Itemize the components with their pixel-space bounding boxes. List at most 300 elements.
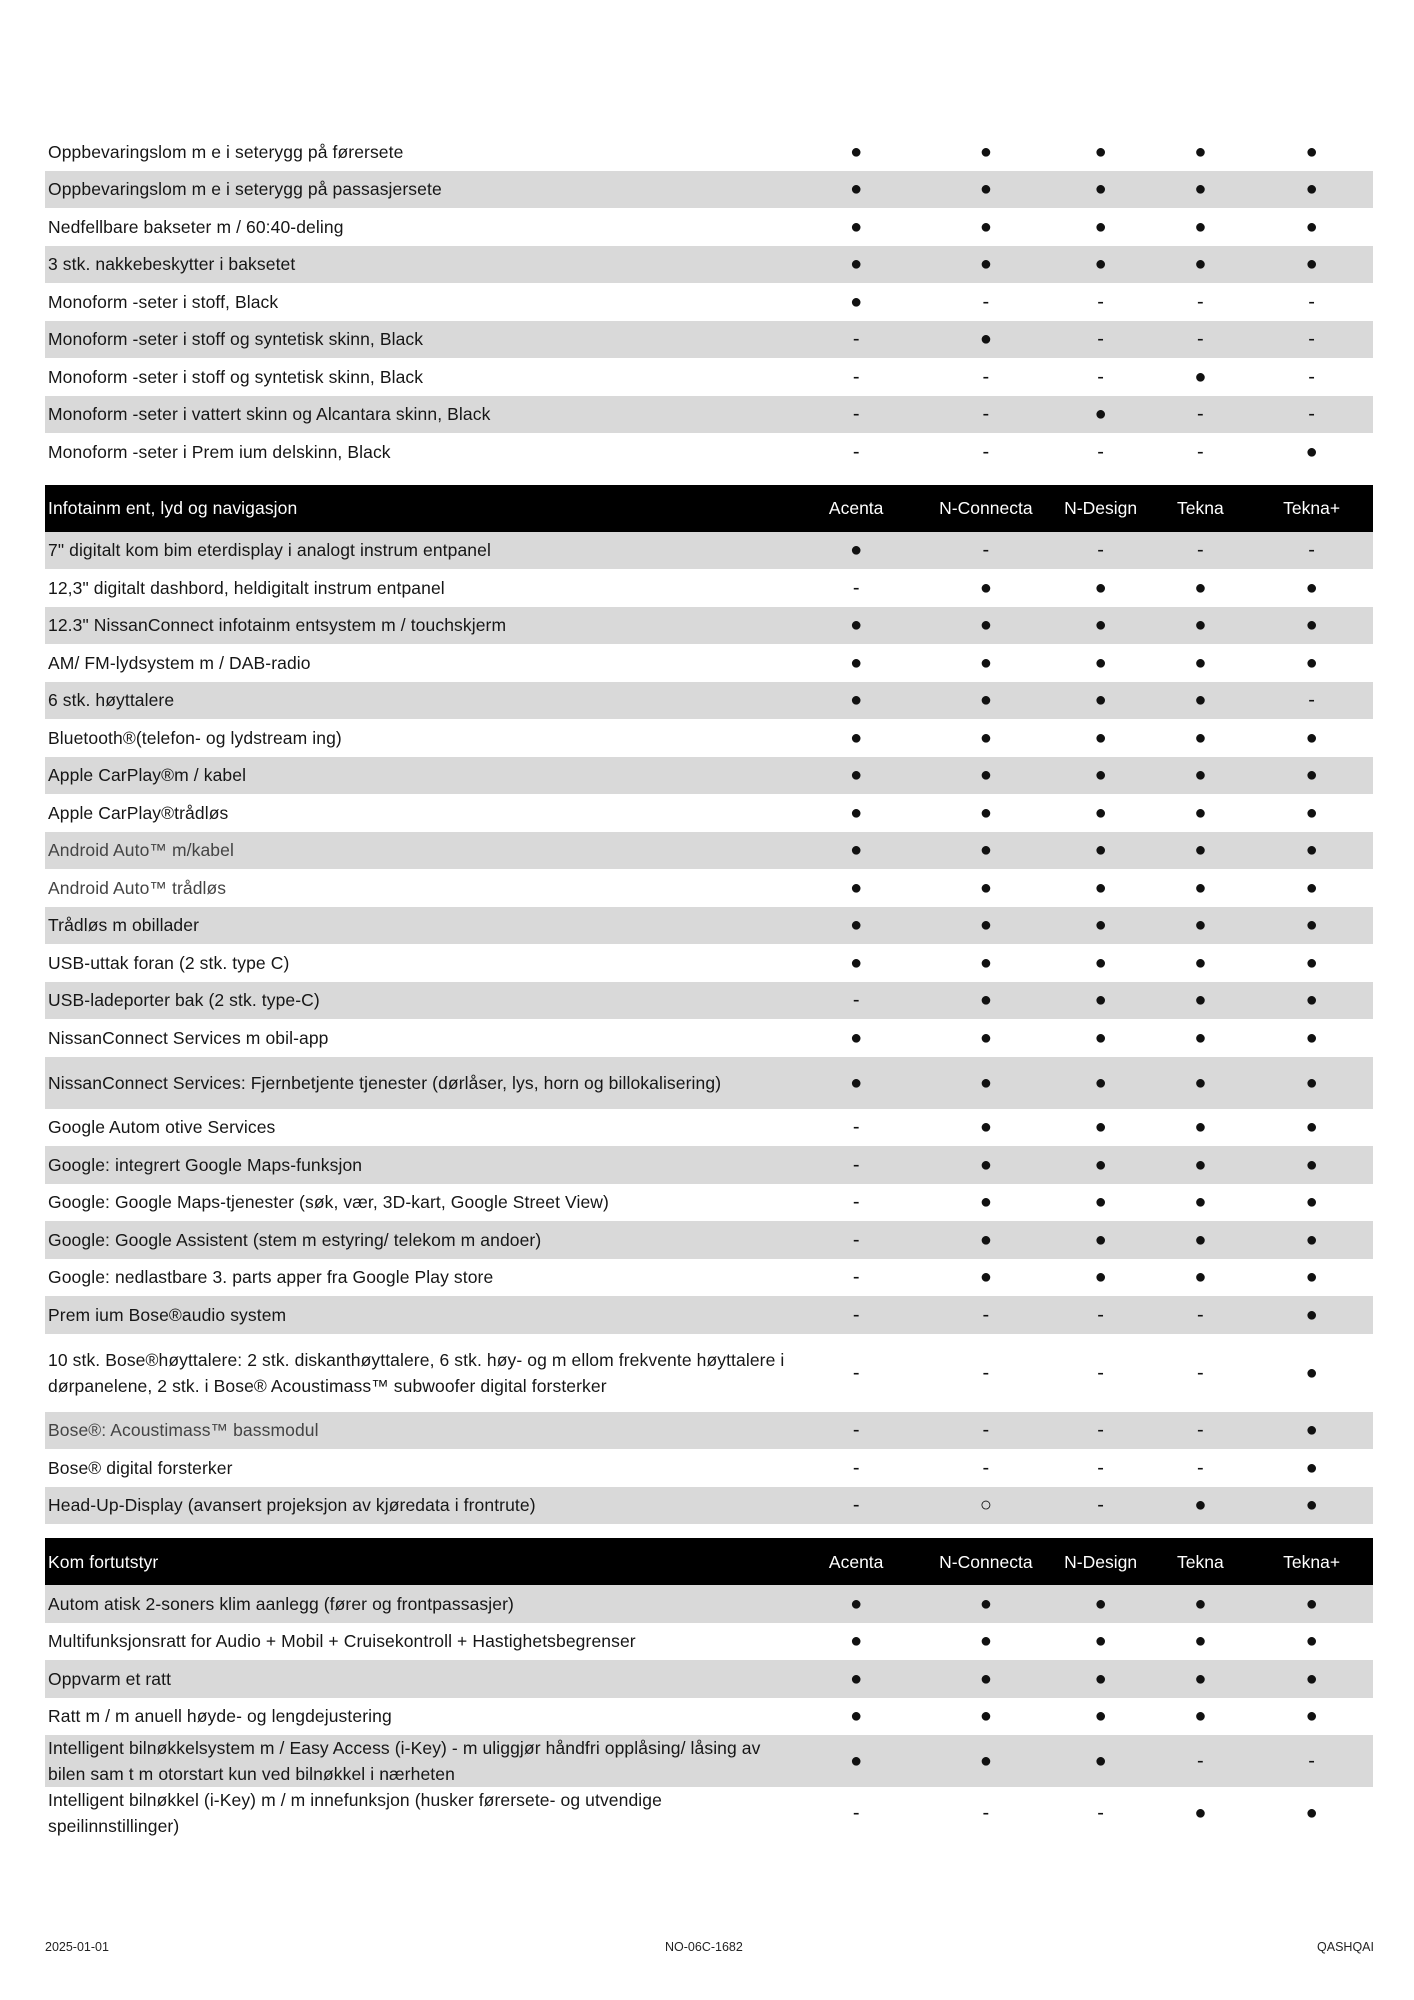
availability-n-design: ●: [1094, 403, 1107, 426]
feature-label: NissanConnect Services m obil-app: [48, 1027, 329, 1048]
availability-n-connecta: ●: [979, 1153, 992, 1176]
availability-tekna: ●: [1194, 614, 1207, 637]
availability-n-design: ●: [1094, 914, 1107, 937]
feature-label: Google: Google Assistent (stem m estyring/ telekom m andoer): [48, 1229, 542, 1250]
availability-n-design: ●: [1094, 1153, 1107, 1176]
availability-n-connecta: ●: [979, 989, 992, 1012]
availability-n-design: -: [1097, 440, 1104, 463]
col-n-connecta: N-Connecta: [939, 498, 1033, 518]
feature-label: Monoform -seter i stoff og syntetisk skinn, Black: [48, 329, 424, 350]
availability-tekna: ●: [1194, 140, 1207, 163]
availability-acenta: -: [852, 576, 860, 599]
col-tekna: Tekna: [1177, 498, 1224, 518]
availability-n-connecta: ●: [979, 1667, 992, 1690]
availability-tekna: ●: [1194, 764, 1207, 787]
availability-n-design: ●: [1094, 689, 1107, 712]
availability-acenta: ●: [850, 178, 863, 201]
availability-n-design: -: [1097, 1361, 1104, 1384]
availability-acenta: ●: [850, 1705, 863, 1728]
availability-acenta: ●: [850, 876, 863, 899]
availability-acenta: -: [852, 1361, 860, 1384]
availability-n-connecta: ●: [979, 576, 992, 599]
availability-n-connecta: ●: [979, 614, 992, 637]
availability-acenta: ●: [850, 215, 863, 238]
feature-label: Bluetooth®(telefon- og lydstream ing): [48, 727, 342, 748]
availability-n-design: ●: [1094, 1750, 1107, 1772]
availability-n-connecta: ●: [979, 215, 992, 238]
availability-n-design: -: [1097, 290, 1104, 313]
availability-acenta: -: [852, 1153, 860, 1176]
availability-n-design: -: [1097, 539, 1104, 562]
availability-n-design: ●: [1094, 876, 1107, 899]
availability-tekna: ●: [1194, 1026, 1207, 1049]
feature-label: Bose®: Acoustimass™ bassmodul: [48, 1420, 319, 1441]
availability-tekna: ●: [1194, 1592, 1207, 1615]
availability-acenta: -: [852, 1191, 860, 1214]
feature-label: NissanConnect Services: Fjernbetjente tjenester (dørlåser, lys, horn og billokalisering): [48, 1072, 722, 1093]
availability-n-design: ●: [1094, 140, 1107, 163]
availability-tekna: ●: [1194, 365, 1207, 388]
availability-tekna-plus: ●: [1305, 726, 1318, 749]
availability-tekna-plus: -: [1308, 290, 1315, 313]
comfort-section: [45, 1585, 1373, 1839]
feature-label: Trådløs m obillader: [48, 915, 200, 936]
feature-label: USB-uttak foran (2 stk. type C): [48, 952, 290, 973]
feature-label: Apple CarPlay®trådløs: [48, 802, 229, 823]
availability-n-connecta: ●: [979, 689, 992, 712]
table-row: [45, 569, 1373, 607]
availability-n-connecta: -: [982, 1361, 990, 1384]
availability-n-connecta: ●: [979, 764, 992, 787]
availability-acenta: -: [852, 1494, 860, 1517]
infotainment-section: [45, 532, 1373, 1525]
availability-tekna-plus: -: [1308, 539, 1315, 562]
availability-n-design: -: [1097, 1419, 1104, 1442]
availability-tekna-plus: -: [1308, 365, 1315, 388]
availability-tekna-plus: ●: [1305, 1361, 1318, 1384]
availability-n-design: ●: [1094, 1071, 1107, 1094]
availability-n-connecta: ●: [979, 801, 992, 824]
availability-acenta: ●: [850, 839, 863, 862]
infotainment-header: [45, 485, 1373, 532]
feature-label: Autom atisk 2-soners klim aanlegg (fører og frontpassasjer): [48, 1593, 514, 1614]
availability-tekna: ●: [1194, 689, 1207, 712]
availability-tekna-plus: ●: [1305, 876, 1318, 899]
feature-label: Android Auto™ m/kabel: [48, 840, 234, 861]
availability-n-design: ●: [1094, 1592, 1107, 1615]
table-row: [45, 944, 1373, 982]
table-row: [45, 283, 1373, 321]
availability-tekna-plus: ●: [1305, 989, 1318, 1012]
feature-label: Oppbevaringslom m e i seterygg på førersete: [48, 141, 404, 162]
table-row: [45, 1623, 1373, 1661]
availability-tekna: -: [1197, 403, 1204, 426]
col-tekna: Tekna: [1177, 1551, 1224, 1572]
availability-n-connecta: ○: [979, 1494, 992, 1517]
availability-n-design: ●: [1094, 764, 1107, 787]
availability-acenta: ●: [850, 614, 863, 637]
availability-n-design: ●: [1094, 801, 1107, 824]
feature-label: Oppbevaringslom m e i seterygg på passasjersete: [48, 179, 442, 200]
availability-tekna: -: [1197, 1750, 1204, 1772]
availability-tekna: ●: [1194, 178, 1207, 201]
table-row: [45, 607, 1373, 645]
availability-acenta: ●: [850, 951, 863, 974]
availability-acenta: ●: [850, 1667, 863, 1690]
availability-tekna: ●: [1194, 1802, 1207, 1824]
feature-label: Bose® digital forsterker: [48, 1457, 233, 1478]
availability-acenta: ●: [850, 1071, 863, 1094]
availability-n-connecta: ●: [979, 1071, 992, 1094]
table-row: [45, 133, 1373, 171]
availability-n-connecta: -: [982, 365, 990, 388]
availability-n-design: ●: [1094, 651, 1107, 674]
availability-n-design: ●: [1094, 1026, 1107, 1049]
feature-label: Google: nedlastbare 3. parts apper fra Google Play store: [48, 1267, 494, 1288]
availability-tekna-plus: ●: [1305, 764, 1318, 787]
availability-tekna-plus: ●: [1305, 914, 1318, 937]
table-row: [45, 1787, 1373, 1839]
availability-tekna: -: [1197, 290, 1204, 313]
col-tekna-plus: Tekna+: [1283, 1551, 1341, 1572]
availability-tekna-plus: ●: [1305, 1153, 1318, 1176]
availability-tekna: ●: [1194, 253, 1207, 276]
feature-label: Monoform -seter i stoff, Black: [48, 291, 279, 312]
availability-tekna-plus: -: [1308, 403, 1315, 426]
availability-n-connecta: -: [982, 1456, 990, 1479]
table-row: [45, 1660, 1373, 1698]
availability-n-connecta: ●: [979, 651, 992, 674]
availability-n-design: ●: [1094, 839, 1107, 862]
availability-acenta: ●: [850, 1630, 863, 1653]
section-title: Infotainm ent, lyd og navigasjon: [48, 498, 298, 518]
availability-tekna-plus: ●: [1305, 1592, 1318, 1615]
table-row: [45, 644, 1373, 682]
availability-acenta: ●: [850, 1750, 863, 1772]
availability-tekna: ●: [1194, 951, 1207, 974]
availability-acenta: ●: [850, 253, 863, 276]
col-n-connecta: N-Connecta: [939, 1551, 1033, 1572]
availability-n-design: -: [1097, 1494, 1104, 1517]
table-row: [45, 358, 1373, 396]
feature-label: Monoform -seter i stoff og syntetisk skinn, Black: [48, 366, 424, 387]
availability-acenta: -: [852, 989, 860, 1012]
availability-tekna-plus: ●: [1305, 1802, 1318, 1824]
availability-tekna-plus: ●: [1305, 1228, 1318, 1251]
availability-acenta: ●: [850, 914, 863, 937]
availability-acenta: ●: [850, 764, 863, 787]
availability-tekna: ●: [1194, 1228, 1207, 1251]
availability-n-connecta: -: [982, 403, 990, 426]
col-n-design: N-Design: [1064, 1551, 1138, 1572]
table-row: [45, 171, 1373, 209]
table-row: [45, 1735, 1373, 1787]
availability-n-design: ●: [1094, 1266, 1107, 1289]
availability-n-connecta: ●: [979, 253, 992, 276]
col-tekna-plus: Tekna+: [1283, 498, 1341, 518]
table-row: [45, 1019, 1373, 1057]
availability-acenta: ●: [850, 726, 863, 749]
availability-n-design: -: [1097, 328, 1104, 351]
feature-label: Intelligent bilnøkkel (i-Key) m / m innefunksjon (husker førersete- og utvendige speilinnstillinger): [48, 1790, 662, 1836]
availability-n-connecta: ●: [979, 726, 992, 749]
table-row: [45, 1585, 1373, 1623]
availability-n-connecta: -: [982, 539, 990, 562]
availability-tekna-plus: -: [1308, 328, 1315, 351]
availability-tekna-plus: ●: [1305, 1456, 1318, 1479]
availability-acenta: -: [852, 1802, 860, 1824]
availability-n-design: ●: [1094, 1116, 1107, 1139]
availability-n-connecta: ●: [979, 328, 992, 351]
availability-acenta: -: [852, 1419, 860, 1442]
availability-tekna: ●: [1194, 1630, 1207, 1653]
feature-label: 10 stk. Bose®høyttalere: 2 stk. diskanthøyttalere, 6 stk. høy- og m ellom frekvente høyttalere i dørpanelene, 2 stk. i Bose® Acoustimass™ subwoofer digital forsterker: [48, 1349, 785, 1396]
table-row: [45, 1487, 1373, 1525]
feature-label: Multifunksjonsratt for Audio + Mobil + Cruisekontroll + Hastighetsbegrenser: [48, 1631, 636, 1652]
availability-acenta: ●: [850, 539, 863, 562]
feature-label: Android Auto™ trådløs: [48, 877, 227, 898]
table-row: [45, 321, 1373, 359]
availability-n-connecta: ●: [979, 1116, 992, 1139]
availability-n-connecta: ●: [979, 1228, 992, 1251]
availability-n-connecta: -: [982, 1303, 990, 1326]
availability-tekna: -: [1197, 1303, 1204, 1326]
availability-tekna-plus: ●: [1305, 140, 1318, 163]
availability-acenta: ●: [850, 1592, 863, 1615]
table-row: [45, 794, 1373, 832]
availability-tekna-plus: ●: [1305, 440, 1318, 463]
feature-label: 3 stk. nakkebeskytter i baksetet: [48, 254, 296, 275]
availability-acenta: -: [852, 365, 860, 388]
feature-label: 7" digitalt kom bim eterdisplay i analogt instrum entpanel: [48, 540, 491, 561]
availability-tekna: -: [1197, 1361, 1204, 1384]
table-row: [45, 1146, 1373, 1184]
availability-acenta: ●: [850, 801, 863, 824]
feature-label: 12,3" digitalt dashbord, heldigitalt instrum entpanel: [48, 577, 445, 598]
table-row: [45, 396, 1373, 434]
feature-label: Apple CarPlay®m / kabel: [48, 765, 247, 786]
availability-tekna-plus: -: [1308, 1750, 1315, 1772]
table-row: [45, 907, 1373, 945]
availability-n-design: -: [1097, 1802, 1104, 1824]
availability-n-design: ●: [1094, 989, 1107, 1012]
table-row: [45, 1057, 1373, 1109]
availability-tekna: ●: [1194, 914, 1207, 937]
availability-n-design: ●: [1094, 951, 1107, 974]
availability-tekna-plus: ●: [1305, 651, 1318, 674]
feature-label: Oppvarm et ratt: [48, 1668, 172, 1689]
table-row: [45, 869, 1373, 907]
availability-tekna-plus: ●: [1305, 801, 1318, 824]
availability-tekna-plus: ●: [1305, 1026, 1318, 1049]
availability-tekna: ●: [1194, 1667, 1207, 1690]
availability-tekna-plus: ●: [1305, 253, 1318, 276]
availability-n-connecta: -: [982, 290, 990, 313]
availability-tekna: ●: [1194, 1071, 1207, 1094]
availability-n-design: -: [1097, 1303, 1104, 1326]
availability-n-design: ●: [1094, 1705, 1107, 1728]
availability-tekna: ●: [1194, 1116, 1207, 1139]
availability-n-connecta: -: [982, 1802, 990, 1824]
availability-n-design: ●: [1094, 1191, 1107, 1214]
availability-n-design: ●: [1094, 614, 1107, 637]
table-row: [45, 532, 1373, 570]
availability-tekna-plus: ●: [1305, 576, 1318, 599]
availability-n-design: ●: [1094, 215, 1107, 238]
availability-tekna: -: [1197, 1456, 1204, 1479]
availability-n-design: -: [1097, 365, 1104, 388]
table-row: [45, 1698, 1373, 1736]
feature-label: Google: Google Maps-tjenester (søk, vær, 3D-kart, Google Street View): [48, 1192, 609, 1213]
availability-n-connecta: ●: [979, 1266, 992, 1289]
table-row: [45, 682, 1373, 720]
table-row: [45, 433, 1373, 471]
availability-tekna-plus: ●: [1305, 1303, 1318, 1326]
availability-acenta: ●: [850, 689, 863, 712]
table-row: [45, 719, 1373, 757]
availability-n-connecta: ●: [979, 914, 992, 937]
availability-tekna-plus: ●: [1305, 951, 1318, 974]
footer-code: NO-06C-1682: [665, 1940, 743, 1954]
availability-acenta: -: [852, 328, 860, 351]
col-n-design: N-Design: [1064, 498, 1138, 518]
availability-tekna: ●: [1194, 726, 1207, 749]
col-acenta: Acenta: [828, 1551, 884, 1572]
availability-tekna: ●: [1194, 576, 1207, 599]
availability-tekna-plus: ●: [1305, 215, 1318, 238]
availability-tekna: ●: [1194, 1494, 1207, 1517]
availability-acenta: ●: [850, 651, 863, 674]
feature-label: Monoform -seter i Prem ium delskinn, Black: [48, 441, 391, 462]
availability-tekna-plus: ●: [1305, 178, 1318, 201]
equipment-table: [45, 133, 1373, 1839]
table-row: [45, 982, 1373, 1020]
col-acenta: Acenta: [828, 498, 884, 518]
feature-label: Google: integrert Google Maps-funksjon: [48, 1154, 363, 1175]
feature-label: 12.3" NissanConnect infotainm entsystem m / touchskjerm: [48, 615, 507, 636]
availability-acenta: -: [852, 1228, 860, 1251]
feature-label: Google Autom otive Services: [48, 1117, 276, 1138]
availability-tekna: -: [1197, 328, 1204, 351]
availability-n-design: ●: [1094, 253, 1107, 276]
feature-label: Head-Up-Display (avansert projeksjon av kjøredata i frontrute): [48, 1495, 536, 1516]
availability-n-connecta: -: [982, 440, 990, 463]
table-row: [45, 1449, 1373, 1487]
availability-tekna-plus: ●: [1305, 1266, 1318, 1289]
footer-date: 2025-01-01: [45, 1940, 109, 1954]
availability-n-design: ●: [1094, 1667, 1107, 1690]
feature-label: AM/ FM-lydsystem m / DAB-radio: [48, 652, 311, 673]
availability-n-design: ●: [1094, 1630, 1107, 1653]
availability-n-connecta: ●: [979, 1705, 992, 1728]
availability-n-design: -: [1097, 1456, 1104, 1479]
seating-section: [45, 133, 1373, 471]
availability-n-design: ●: [1094, 576, 1107, 599]
availability-tekna: ●: [1194, 801, 1207, 824]
availability-tekna-plus: ●: [1305, 1116, 1318, 1139]
availability-acenta: ●: [850, 290, 863, 313]
availability-tekna-plus: ●: [1305, 1191, 1318, 1214]
availability-tekna-plus: ●: [1305, 1630, 1318, 1653]
availability-n-connecta: ●: [979, 839, 992, 862]
availability-acenta: -: [852, 1456, 860, 1479]
availability-tekna-plus: ●: [1305, 1071, 1318, 1094]
feature-label: USB-ladeporter bak (2 stk. type-C): [48, 990, 320, 1011]
availability-tekna: ●: [1194, 215, 1207, 238]
availability-n-connecta: ●: [979, 1592, 992, 1615]
availability-tekna-plus: ●: [1305, 1705, 1318, 1728]
table-row: [45, 1221, 1373, 1259]
availability-tekna-plus: ●: [1305, 839, 1318, 862]
feature-label: Prem ium Bose®audio system: [48, 1304, 287, 1325]
availability-tekna-plus: ●: [1305, 1494, 1318, 1517]
availability-tekna: ●: [1194, 989, 1207, 1012]
availability-acenta: ●: [850, 140, 863, 163]
feature-label: Nedfellbare bakseter m / 60:40-deling: [48, 216, 344, 237]
table-row: [45, 1334, 1373, 1412]
availability-n-connecta: ●: [979, 1026, 992, 1049]
availability-n-connecta: ●: [979, 1630, 992, 1653]
availability-tekna: ●: [1194, 1266, 1207, 1289]
availability-tekna: ●: [1194, 651, 1207, 674]
availability-tekna: -: [1197, 1419, 1204, 1442]
availability-acenta: ●: [850, 1026, 863, 1049]
availability-tekna-plus: ●: [1305, 1419, 1318, 1442]
table-row: [45, 1109, 1373, 1147]
feature-label: Monoform -seter i vattert skinn og Alcantara skinn, Black: [48, 404, 491, 425]
availability-n-design: ●: [1094, 726, 1107, 749]
footer-model: QASHQAI: [1317, 1940, 1374, 1954]
availability-n-design: ●: [1094, 1228, 1107, 1251]
availability-acenta: -: [852, 1116, 860, 1139]
availability-tekna-plus: ●: [1305, 1667, 1318, 1690]
table-row: [45, 1184, 1373, 1222]
availability-tekna: ●: [1194, 1153, 1207, 1176]
availability-tekna: ●: [1194, 1191, 1207, 1214]
table-row: [45, 1296, 1373, 1334]
availability-n-connecta: ●: [979, 876, 992, 899]
table-row: [45, 757, 1373, 795]
feature-label: 6 stk. høyttalere: [48, 690, 175, 711]
feature-label: Intelligent bilnøkkelsystem m / Easy Access (i-Key) - m uliggjør håndfri opplåsing/ låsing av bilen sam t m otorstart kun ved bilnøkkel i nærheten: [48, 1738, 761, 1784]
availability-n-connecta: ●: [979, 140, 992, 163]
availability-tekna: ●: [1194, 839, 1207, 862]
availability-tekna: -: [1197, 440, 1204, 463]
table-row: [45, 1412, 1373, 1450]
availability-n-connecta: ●: [979, 951, 992, 974]
availability-n-connecta: ●: [979, 1750, 992, 1772]
table-row: [45, 1259, 1373, 1297]
feature-label: Ratt m / m anuell høyde- og lengdejustering: [48, 1706, 392, 1727]
comfort-header: [45, 1538, 1373, 1585]
availability-acenta: -: [852, 1303, 860, 1326]
availability-n-connecta: ●: [979, 178, 992, 201]
availability-tekna: -: [1197, 539, 1204, 562]
section-title: Kom fortutstyr: [48, 1551, 159, 1572]
availability-tekna: ●: [1194, 876, 1207, 899]
availability-n-design: ●: [1094, 178, 1107, 201]
table-row: [45, 832, 1373, 870]
availability-n-connecta: ●: [979, 1191, 992, 1214]
availability-tekna-plus: ●: [1305, 614, 1318, 637]
availability-n-connecta: -: [982, 1419, 990, 1442]
table-row: [45, 208, 1373, 246]
availability-acenta: -: [852, 403, 860, 426]
availability-tekna-plus: -: [1308, 689, 1315, 712]
availability-acenta: -: [852, 1266, 860, 1289]
table-row: [45, 246, 1373, 284]
availability-acenta: -: [852, 440, 860, 463]
